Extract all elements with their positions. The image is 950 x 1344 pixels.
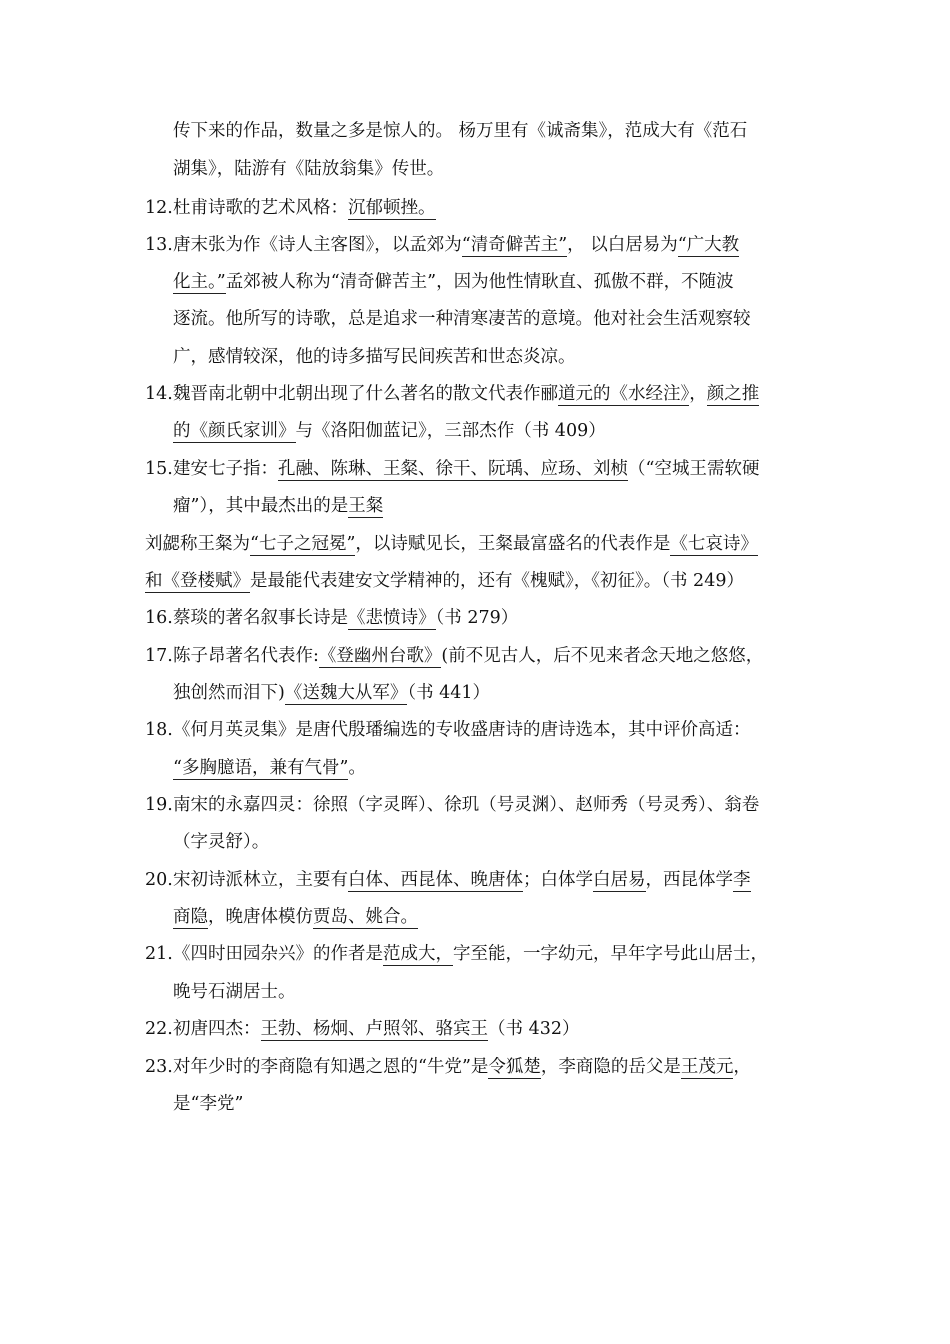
underlined-answer: 令狐楚 xyxy=(488,1057,541,1077)
underlined-answer: 白居易 xyxy=(593,870,646,890)
list-number: 23. xyxy=(145,1057,173,1077)
underlined-answer: 化主。” xyxy=(173,272,226,292)
text-line xyxy=(145,532,758,556)
text-line xyxy=(173,681,490,705)
text-segment: 广，感情较深，他的诗多描写民间疾苦和世态炎凉。 xyxy=(173,347,576,367)
list-item-15 xyxy=(145,457,759,481)
text-segment: 宋初诗派林立，主要有 xyxy=(173,870,348,890)
underlined-answer: 王勃、杨炯、卢照邻、骆宾王 xyxy=(260,1019,488,1039)
list-number: 13. xyxy=(145,235,173,255)
text-segment: 陈子昂著名代表作: xyxy=(173,646,319,666)
underlined-answer: 白体、西昆体、晚唐体 xyxy=(348,870,523,890)
list-item-12 xyxy=(145,196,436,220)
underlined-answer: 王粲 xyxy=(348,496,384,516)
text-line xyxy=(173,1092,243,1116)
text-line xyxy=(173,270,734,294)
list-number: 19. xyxy=(145,795,173,815)
underlined-answer: 和《登楼赋》 xyxy=(145,571,250,591)
text-segment: 南宋的永嘉四灵：徐照（字灵晖）、徐玑（号灵渊）、赵师秀（号灵秀）、翁卷 xyxy=(173,795,760,815)
text-segment: 逐流。他所写的诗歌，总是追求一种清寒凄苦的意境。他对社会生活观察较 xyxy=(173,309,751,329)
underlined-answer: 的《颜氏家训》 xyxy=(173,421,296,441)
text-segment: 字至能，一字幼元，早年字号此山居士， xyxy=(453,944,768,964)
list-item-17 xyxy=(145,644,763,668)
text-segment: 是最能代表建安文学精神的，还有《槐赋》，《初征》。（书 249） xyxy=(250,571,744,591)
text-segment: 晚号石湖居士。 xyxy=(173,982,296,1002)
underlined-answer: 颜之推 xyxy=(706,384,760,404)
text-segment: 《何月英灵集》是唐代殷璠编选的专收盛唐诗的唐诗选本，其中评价高适： xyxy=(173,720,751,740)
text-segment: ， xyxy=(689,384,707,404)
list-item-20 xyxy=(145,868,751,892)
underlined-answer: 孔融、陈琳、王粲、徐干、阮瑀、应玚、刘桢 xyxy=(278,459,628,479)
text-segment: 独创然而泪下) xyxy=(173,683,285,703)
text-segment: ，西昆体学 xyxy=(645,870,733,890)
underlined-answer: 《七哀诗》 xyxy=(670,534,758,554)
underlined-answer: “广大教 xyxy=(677,235,740,255)
text-line xyxy=(173,307,751,331)
underlined-answer: 《登幽州台歌》 xyxy=(318,646,442,666)
list-item-14 xyxy=(145,382,759,406)
text-line xyxy=(173,157,444,181)
text-segment: ，李商隐的岳父是 xyxy=(540,1057,681,1077)
text-segment: 蔡琰的著名叙事长诗是 xyxy=(173,608,348,628)
underlined-answer: 贾岛、姚合。 xyxy=(313,907,418,927)
text-segment: 魏晋南北朝中北朝出现了什么著名的散文代表作郦 xyxy=(173,384,558,404)
text-segment: ，以诗赋见长，王粲最富盛名的代表作是 xyxy=(355,534,671,554)
text-line xyxy=(173,345,576,369)
underlined-answer: 范成大， xyxy=(383,944,453,964)
list-number: 15. xyxy=(145,459,173,479)
list-number: 20. xyxy=(145,870,173,890)
underlined-answer: 《送魏大从军》 xyxy=(284,683,408,703)
underlined-answer: “多胸臆语，兼有气骨” xyxy=(173,758,349,778)
text-segment: ；白体学 xyxy=(523,870,593,890)
text-segment: 《四时田园杂兴》的作者是 xyxy=(173,944,383,964)
text-line xyxy=(173,419,606,443)
text-line xyxy=(173,830,269,854)
text-segment: 孟郊被人称为“清奇僻苦主”，因为他性情耿直、孤傲不群，不随波 xyxy=(225,272,734,292)
text-segment: 湖集》，陆游有《陆放翁集》传世。 xyxy=(173,159,445,179)
list-item-19 xyxy=(145,793,759,817)
text-line xyxy=(173,494,383,518)
text-line xyxy=(173,905,418,929)
list-number: 21. xyxy=(145,944,173,964)
list-item-18 xyxy=(145,718,751,742)
list-item-21 xyxy=(145,942,768,966)
text-segment: 瘤”），其中最杰出的是 xyxy=(173,496,349,516)
underlined-answer: “清奇僻苦主” xyxy=(461,235,568,255)
underlined-answer: 道元的《水经注》 xyxy=(558,384,690,404)
list-number: 18. xyxy=(145,720,173,740)
underlined-answer: 《悲愤诗》 xyxy=(348,608,436,628)
list-number: 12. xyxy=(145,198,173,218)
text-segment: 刘勰称王粲为 xyxy=(145,534,250,554)
text-segment: 初唐四杰： xyxy=(173,1019,261,1039)
text-segment: 唐末张为作《诗人主客图》，以孟郊为 xyxy=(173,235,462,255)
list-number: 22. xyxy=(145,1019,173,1039)
text-segment: （书 441） xyxy=(407,683,491,703)
text-segment: （书 279） xyxy=(435,608,519,628)
underlined-answer: 沉郁顿挫。 xyxy=(348,198,436,218)
list-number: 14. xyxy=(145,384,173,404)
text-segment: （“空城王需软硬 xyxy=(628,459,760,479)
text-segment: ， xyxy=(733,1057,751,1077)
text-line xyxy=(173,980,296,1004)
text-segment: （字灵舒）。 xyxy=(173,832,270,852)
text-segment: 对年少时的李商隐有知遇之恩的“牛党”是 xyxy=(173,1057,489,1077)
underlined-answer: 王茂元 xyxy=(680,1057,734,1077)
text-segment: 建安七子指： xyxy=(173,459,278,479)
text-segment: ， 以白居易为 xyxy=(567,235,678,255)
list-number: 17. xyxy=(145,646,173,666)
text-segment: 与《洛阳伽蓝记》，三部杰作（书 409） xyxy=(295,421,606,441)
text-line xyxy=(145,569,744,593)
text-segment: （书 432） xyxy=(488,1019,580,1039)
text-line xyxy=(173,756,366,780)
text-segment: (前不见古人，后不见来者念天地之悠悠， xyxy=(441,646,764,666)
list-item-22 xyxy=(145,1017,579,1041)
list-item-13 xyxy=(145,233,739,257)
underlined-answer: 商隐 xyxy=(173,907,208,927)
text-line xyxy=(173,119,747,143)
underlined-answer: “七子之冠冕” xyxy=(250,534,356,554)
list-item-16 xyxy=(145,606,518,630)
text-segment: 是“李党” xyxy=(173,1094,244,1114)
text-segment: 。 xyxy=(348,758,366,778)
text-segment: ，晚唐体模仿 xyxy=(208,907,313,927)
list-item-23 xyxy=(145,1055,751,1079)
list-number: 16. xyxy=(145,608,173,628)
underlined-answer: 李 xyxy=(733,870,751,890)
text-segment: 传下来的作品，数量之多是惊人的。 杨万里有《诚斋集》，范成大有《范石 xyxy=(173,121,748,141)
text-segment: 杜甫诗歌的艺术风格： xyxy=(173,198,348,218)
